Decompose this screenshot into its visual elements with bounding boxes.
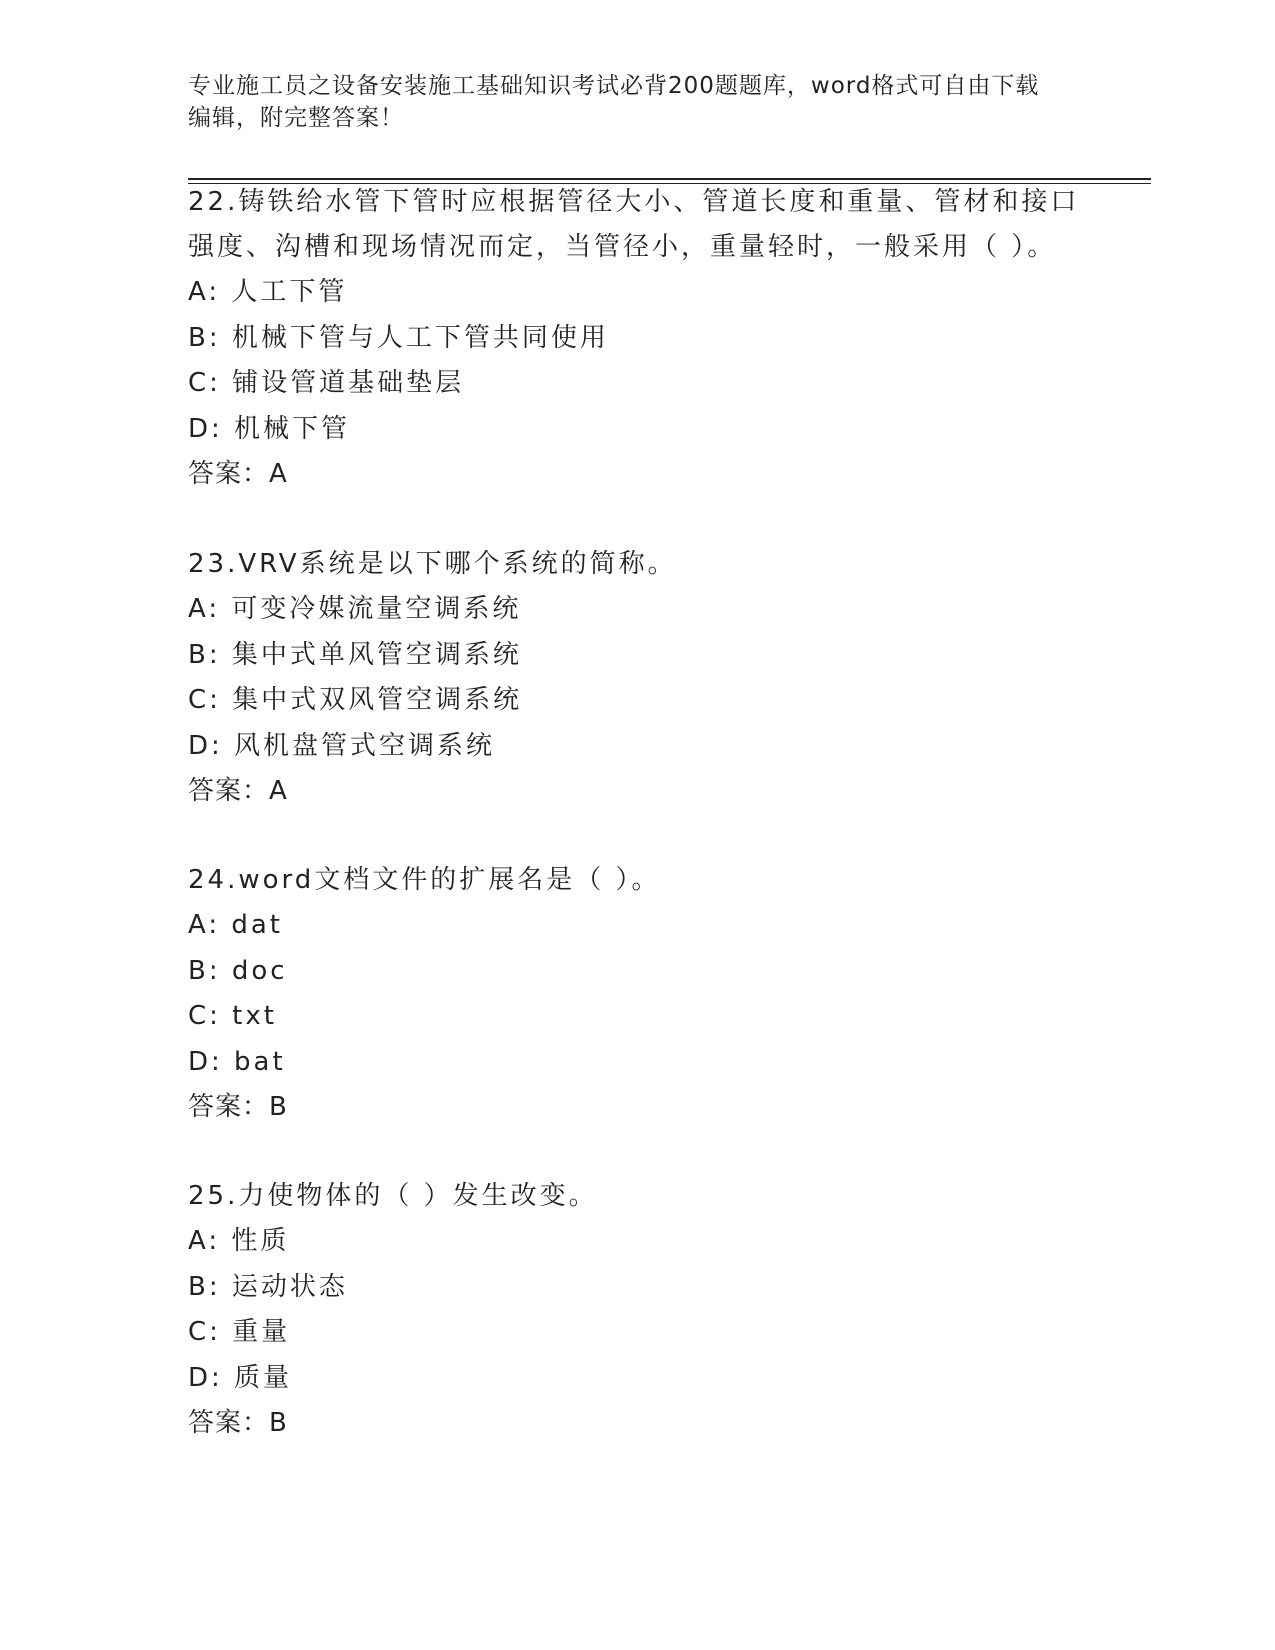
option-a: A: 性质 bbox=[188, 1226, 290, 1256]
option-d: D: 质量 bbox=[188, 1362, 293, 1393]
option-c: C: txt bbox=[188, 1001, 277, 1031]
answer: 答案：B bbox=[188, 1408, 288, 1438]
question-stem: 24.word文档文件的扩展名是（ ）。 bbox=[188, 865, 661, 895]
question-23 bbox=[188, 542, 1088, 814]
header-line-1: 专业施工员之设备安装施工基础知识考试必背200题题库，word格式可自由下载 bbox=[188, 73, 1040, 99]
question-24 bbox=[188, 858, 1088, 1130]
option-c: C: 集中式双风管空调系统 bbox=[188, 685, 523, 715]
question-25 bbox=[188, 1174, 1088, 1446]
answer: 答案：A bbox=[188, 776, 288, 806]
option-b: B: 机械下管与人工下管共同使用 bbox=[188, 322, 609, 353]
document-header bbox=[188, 70, 1088, 134]
option-d: D: bat bbox=[188, 1046, 286, 1077]
question-22 bbox=[188, 180, 1088, 497]
answer: 答案：B bbox=[188, 1092, 288, 1122]
question-stem: 强度、沟槽和现场情况而定，当管径小，重量轻时，一般采用（ ）。 bbox=[188, 232, 1057, 262]
option-a: A: 可变冷媒流量空调系统 bbox=[188, 594, 522, 624]
option-b: B: 集中式单风管空调系统 bbox=[188, 639, 522, 670]
option-b: B: 运动状态 bbox=[188, 1271, 348, 1302]
option-d: D: 机械下管 bbox=[188, 413, 351, 444]
option-a: A: 人工下管 bbox=[188, 277, 348, 307]
answer: 答案：A bbox=[188, 459, 288, 489]
question-stem: 25.力使物体的（ ）发生改变。 bbox=[188, 1181, 598, 1211]
header-line-2: 编辑，附完整答案！ bbox=[188, 105, 404, 131]
option-d: D: 风机盘管式空调系统 bbox=[188, 730, 496, 761]
option-c: C: 重量 bbox=[188, 1317, 291, 1347]
option-c: C: 铺设管道基础垫层 bbox=[188, 368, 465, 398]
option-b: B: doc bbox=[188, 955, 288, 986]
question-stem: 23.VRV系统是以下哪个系统的简称。 bbox=[188, 549, 677, 579]
option-a: A: dat bbox=[188, 910, 283, 940]
question-stem: 22.铸铁给水管下管时应根据管径大小、管道长度和重量、管材和接口 bbox=[188, 187, 1080, 217]
